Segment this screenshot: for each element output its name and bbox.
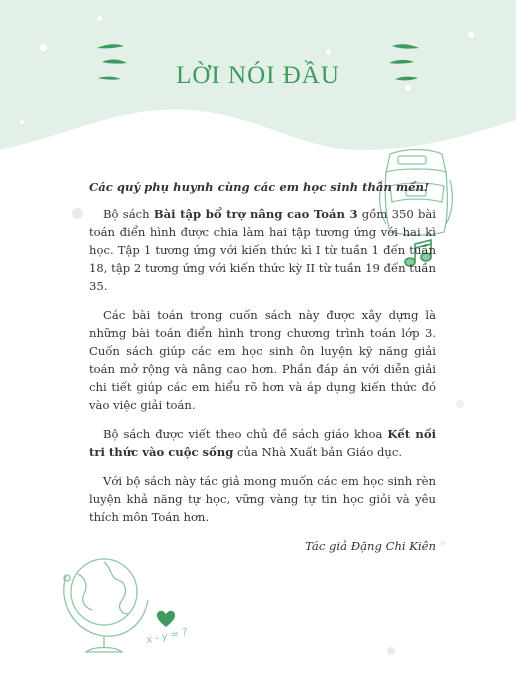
paragraph-4: Với bộ sách này tác giả mong muốn các em học sinh rèn luyện khả năng tự học, vững vàng tự tin học giỏi và yêu thích môn Toán hơn. — [89, 474, 436, 524]
decor-dot — [97, 16, 102, 21]
decor-dot — [468, 32, 474, 38]
decor-dot — [72, 208, 83, 219]
paragraph-3-text: của Nhà Xuất bản Giáo dục. — [233, 445, 403, 459]
page-title: LỜI NÓI ĐẦU — [176, 62, 340, 89]
decor-dot — [326, 50, 331, 55]
math-doodle-text: x - y = ? — [145, 626, 189, 647]
paragraph-3 — [89, 425, 436, 461]
decor-dot — [40, 44, 47, 51]
author-signature: Tác giả Đặng Chi Kiên — [305, 539, 436, 553]
heart-icon — [156, 610, 176, 628]
paragraph-1-text: gồm 350 bài toán điển hình được chia làm hai tập tương ứng với hai kì học. Tập 1 tương ứng với kiến thức kì I từ tuần 1 đến tuần 18, tập 2 tương ứng với kiến thức kỳ II từ tuần 19 đến tuần 35. — [89, 207, 436, 293]
decor-dot — [456, 400, 464, 408]
decor-dot — [387, 647, 395, 655]
preface-body — [89, 178, 436, 566]
globe-icon — [58, 548, 154, 660]
greeting: Các quý phụ huynh cùng các em học sinh thân mến! — [89, 180, 430, 194]
book-title: Bài tập bổ trợ nâng cao Toán 3 — [153, 207, 358, 221]
paragraph-1-text: Bộ sách — [103, 207, 154, 221]
textbook-series: Kết nối tri thức vào cuộc sống — [89, 427, 436, 459]
paragraph-3-text: Bộ sách được viết theo chủ đề sách giáo khoa — [103, 427, 388, 441]
decor-dot — [20, 120, 24, 124]
paragraph-1 — [89, 205, 436, 295]
paragraph-2: Các bài toán trong cuốn sách này được xây dựng là những bài toán điển hình trong chương trình toán lớp 3. Cuốn sách giúp các em học sinh ôn luyện kỹ năng giải toán mở rộng và nâng cao hơn. Phần đáp án với diễn giải chi tiết giúp các em hiểu rõ hơn và áp dụng kiến thức đó vào việc giải toán. — [89, 308, 436, 412]
decor-dot — [440, 540, 446, 546]
